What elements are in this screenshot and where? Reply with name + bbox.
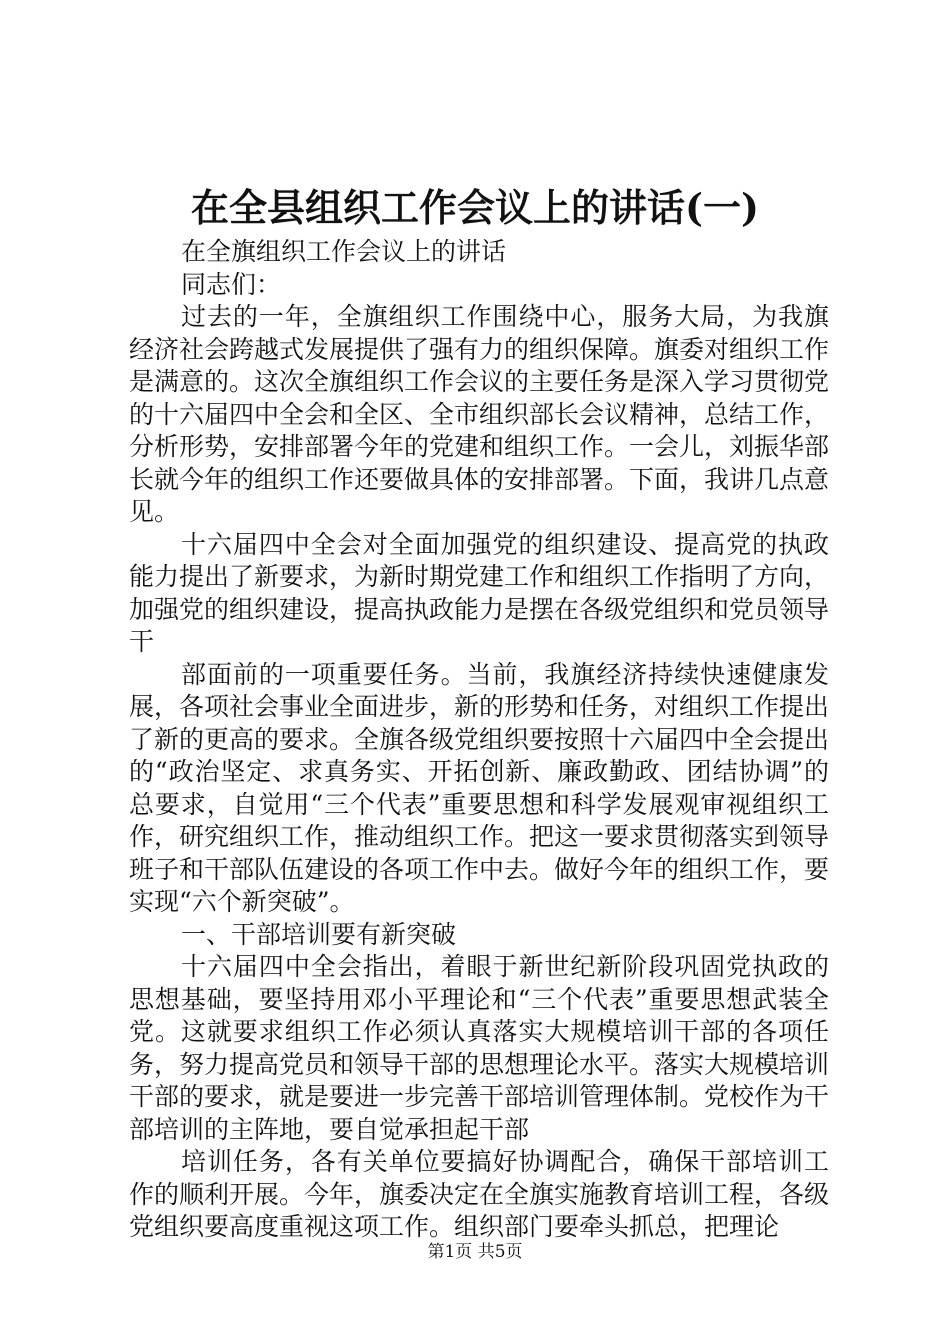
body-paragraph: 过去的一年，全旗组织工作围绕中心，服务大局，为我旗经济社会跨越式发展提供了强有力的组织保障。旗委对组织工作是满意的。这次全旗组织工作会议的主要任务是深入学习贯彻党的十六届四中全会和全区、全市组织部长会议精神，总结工作，分析形势，安排部署今年的党建和组织工作。一会儿，刘振华部长就今年的组织工作还要做具体的安排部署。下面，我讲几点意见。 bbox=[129, 302, 830, 526]
body-paragraph: 部面前的一项重要任务。当前，我旗经济持续快速健康发展，各项社会事业全面进步，新的形势和任务，对组织工作提出了新的更高的要求。全旗各级党组织要按照十六届四中全会提出的“政治坚定、求真务实、开拓创新、廉政勤政、团结协调”的总要求，自觉用“三个代表”重要思想和科学发展观审视组织工作，研究组织工作，推动组织工作。把这一要求贯彻落实到领导班子和干部队伍建设的各项工作中去。做好今年的组织工作，要实现“六个新突破”。 bbox=[129, 659, 830, 916]
body-paragraph: 十六届四中全会指出，着眼于新世纪新阶段巩固党执政的思想基础，要坚持用邓小平理论和“三个代表”重要思想武装全党。这就要求组织工作必须认真落实大规模培训干部的各项任务，努力提高党员和领导干部的思想理论水平。落实大规模培训干部的要求，就是要进一步完善干部培训管理体制。党校作为干部培训的主阵地，要自觉承担起干部 bbox=[129, 952, 830, 1144]
document-body bbox=[129, 236, 829, 1244]
body-paragraph: 在全旗组织工作会议上的讲话 bbox=[181, 237, 507, 266]
page-footer: 第1页 共5页 bbox=[427, 1242, 523, 1262]
section-heading: 一、干部培训要有新突破 bbox=[181, 919, 457, 949]
body-paragraph: 十六届四中全会对全面加强党的组织建设、提高党的执政能力提出了新要求，为新时期党建工作和组织工作指明了方向，加强党的组织建设，提高执政能力是摆在各级党组织和党员领导干 bbox=[129, 529, 830, 656]
document-title: 在全县组织工作会议上的讲话(一) bbox=[191, 185, 759, 230]
body-paragraph: 同志们： bbox=[181, 269, 282, 299]
body-paragraph: 培训任务，各有关单位要搞好协调配合，确保干部培训工作的顺利开展。今年，旗委决定在全旗实施教育培训工程，各级党组织要高度重视这项工作。组织部门要牵头抓总，把理论 bbox=[129, 1147, 830, 1241]
